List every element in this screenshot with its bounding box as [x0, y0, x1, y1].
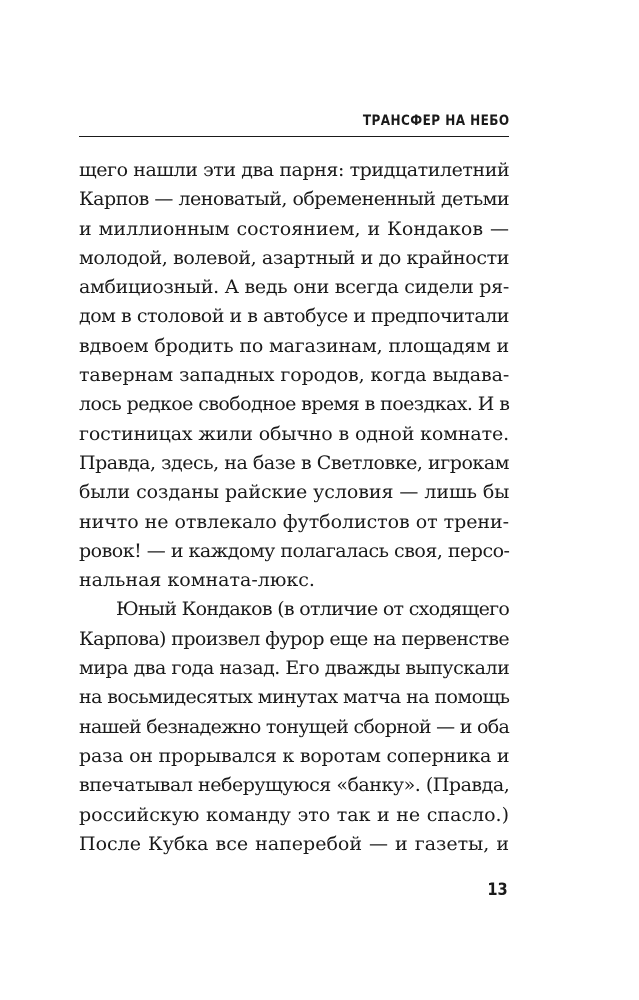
text-line: впечатывал неберущуюся «банку». (Правда,	[79, 774, 510, 797]
text-line: щего нашли эти два парня: тридцатилетний	[79, 159, 510, 181]
text-line: нашей безнадежно тонущей сборной — и оба	[79, 715, 510, 738]
text-line: дом в столовой и в автобусе и предпочитали	[79, 305, 509, 328]
text-line: ровок! — и каждому полагалась своя, персо-	[79, 539, 510, 562]
text-line: амбициозный. А ведь они всегда сидели ря-	[79, 276, 509, 299]
text-line: вдвоем бродить по магазинам, площадям и	[79, 334, 509, 357]
text-line: мира два года назад. Его дважды выпускали	[79, 657, 510, 680]
body-text	[79, 156, 509, 859]
text-line: гостиницах жили обычно в одной комнате.	[79, 422, 510, 445]
text-line: молодой, волевой, азартный и до крайности	[79, 246, 509, 269]
text-line: раза он прорывался к воротам соперника и	[79, 744, 510, 767]
text-line: и миллионным состоянием, и Кондаков —	[79, 217, 509, 240]
header-rule	[79, 136, 509, 137]
text-line: российскую команду это так и не спасло.)	[79, 803, 509, 826]
running-head-title: ТРАНСФЕР НА НЕБО	[362, 113, 509, 129]
text-line: Карпова) произвел фурор еще на первенстве	[79, 627, 509, 650]
text-line: Карпов — леноватый, обремененный детьми	[79, 188, 509, 211]
text-line-paragraph-start: Юный Кондаков (в отличие от сходящего	[116, 598, 510, 621]
text-line: ничто не отвлекало футболистов от трени-	[79, 510, 509, 533]
text-line: лось редкое свободное время в поездках. И в	[79, 393, 510, 416]
text-line: После Кубка все наперебой — и газеты, и	[79, 832, 509, 855]
text-line: Правда, здесь, на базе в Светловке, игрокам	[79, 451, 510, 474]
text-line: были созданы райские условия — лишь бы	[79, 481, 510, 504]
text-line: на восьмидесятых минутах матча на помощь	[79, 686, 510, 709]
text-line-paragraph-end: нальная комната-люкс.	[79, 569, 315, 592]
page-number: 13	[487, 880, 508, 900]
text-line: тавернам западных городов, когда выдава-	[79, 364, 510, 387]
